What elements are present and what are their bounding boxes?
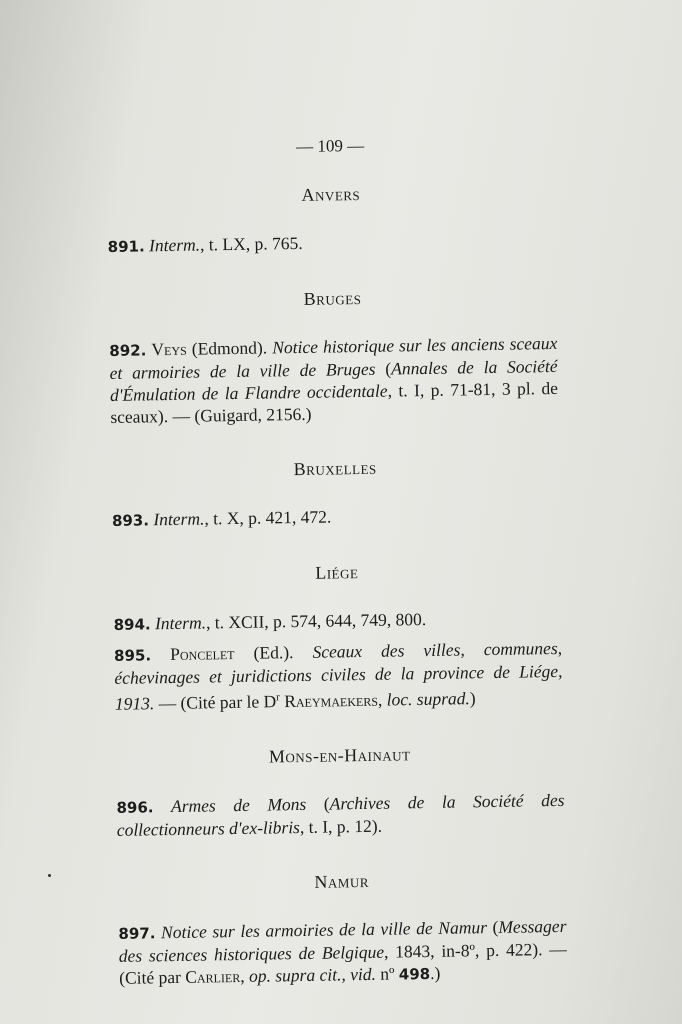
entry-text: nº	[375, 963, 399, 984]
section-title-liege: Liége	[315, 562, 359, 583]
entry-cited-author: Raeymaekers	[279, 689, 379, 712]
section-title-anvers: Anvers	[301, 184, 361, 205]
entry-source: Interm.	[153, 508, 205, 530]
section-title-bruxelles: Bruxelles	[293, 457, 377, 480]
entry-text: ,	[377, 689, 387, 710]
entry-text: )	[469, 688, 476, 709]
entry-text: , t. X, p. 421, 472.	[204, 506, 332, 529]
entry-journal: Messager des sciences historiques de Belgique	[118, 915, 567, 966]
entry-reference: loc. suprad.	[386, 688, 470, 710]
entry-text: (Ed.).	[234, 641, 313, 664]
entry-journal: Archives de la Société des collectionneurs d'ex-libris	[116, 789, 565, 840]
entry-number: 896.	[116, 798, 154, 817]
entry-cited-author: Carlier	[185, 965, 241, 987]
page-number: — 109 —	[295, 135, 365, 157]
entry-reference-number: 498	[398, 964, 431, 984]
entry-text: .)	[429, 962, 441, 983]
entry-author: Veys	[151, 338, 187, 360]
entry-text: , t. LX, p. 765.	[199, 232, 303, 255]
entry-number: 891.	[107, 237, 145, 256]
entry-text: , t. I, p. 71-81, 3 pl. de sceaux). — (Guigard, 2156.)	[110, 377, 559, 427]
section-title-mons: Mons-en-Hainaut	[268, 744, 411, 767]
entry-896	[116, 789, 565, 841]
entry-number: 893.	[111, 511, 150, 530]
entry-number: 892.	[109, 341, 147, 360]
entry-journal: Annales de la Société d'Émulation de la Flandre occidentale	[109, 355, 558, 405]
entry-superscript: r	[276, 691, 280, 704]
section-title-bruges: Bruges	[303, 288, 362, 309]
entry-894	[113, 606, 561, 636]
paper-speck	[48, 874, 51, 877]
entry-893	[112, 502, 560, 532]
entry-author: Poncelet	[170, 643, 235, 665]
entry-text: ,	[240, 965, 250, 986]
entry-text: — (Cité par le D	[154, 691, 277, 714]
entry-891	[107, 228, 555, 258]
entry-title: Armes de Mons	[170, 793, 307, 816]
entry-number: 895.	[113, 646, 152, 665]
entry-reference: op. supra cit., vid.	[248, 963, 377, 986]
entry-title: Notice sur les armoiries de la ville de Namur	[160, 916, 488, 943]
entry-892	[109, 332, 558, 428]
entry-text: (	[486, 916, 499, 937]
page-content	[106, 133, 567, 998]
entry-895	[114, 637, 563, 715]
entry-text: , t. I, p. 12).	[299, 815, 383, 837]
entry-number: 894.	[113, 615, 151, 634]
section-title-namur: Namur	[314, 870, 370, 892]
entry-source: Interm.	[154, 612, 207, 634]
entry-897	[118, 915, 567, 990]
entry-text: , 1843, in-8º, p. 422). — (Cité par	[119, 938, 567, 988]
entry-source: Interm.	[148, 234, 201, 256]
entry-number: 897.	[118, 924, 156, 943]
entry-text: (Edmond).	[186, 337, 273, 359]
entry-text: , t. XCII, p. 574, 644, 749, 800.	[205, 609, 427, 633]
entry-text: (	[375, 358, 392, 379]
entry-title: Notice historique sur les anciens sceaux et armoiries de la ville de Bruges	[109, 332, 558, 383]
entry-text: (	[306, 793, 330, 814]
entry-title: Sceaux des villes, communes, échevinages et juridictions civiles de la province de Liége, 1913.	[114, 637, 563, 714]
